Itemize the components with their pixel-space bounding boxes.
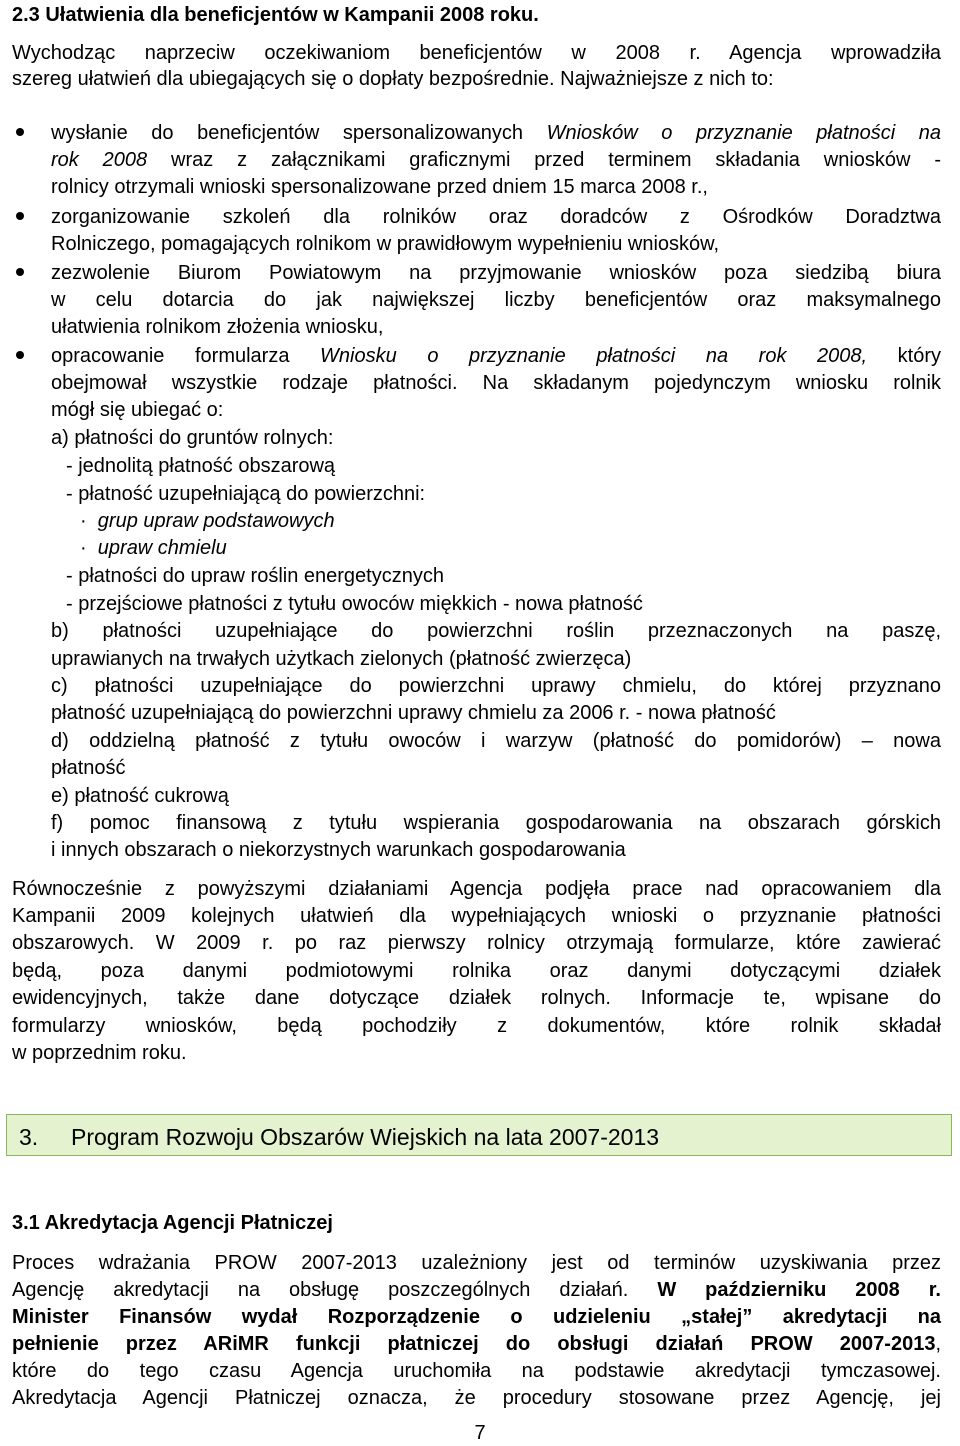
bullet-line: zorganizowanie szkoleń dla rolników oraz doradców z Ośrodków Doradztwa	[51, 206, 941, 228]
paragraph-line: formularzy wniosków, będą pochodziły z dokumentów, które rolnik składał	[12, 1015, 941, 1037]
italic-run: grup upraw podstawowych	[97, 510, 335, 532]
text-run: wysłanie do beneficjentów spersonalizowanych	[51, 122, 547, 144]
list-subsubitem	[80, 535, 227, 561]
bullet-line: Rolniczego, pomagających rolnikom w prawidłowym wypełnieniu wniosków,	[51, 233, 720, 255]
section-title: Program Rozwoju Obszarów Wiejskich na lata 2007-2013	[71, 1124, 660, 1150]
list-item: b) płatności uzupełniające do powierzchni roślin przeznaczonych na paszę,	[51, 620, 941, 642]
bold-run: W październiku 2008 r.	[657, 1279, 941, 1301]
list-subitem: - płatność uzupełniającą do powierzchni:	[66, 483, 426, 505]
paragraph-line: które do tego czasu Agencja uruchomiła na podstawie akredytacji tymczasowej.	[12, 1360, 941, 1382]
paragraph-line: ewidencyjnych, także dane dotyczące działek rolnych. Informacje te, wpisane do	[12, 987, 941, 1009]
list-item: płatność	[51, 757, 126, 779]
paragraph-line	[12, 1331, 941, 1357]
list-item: f) pomoc finansową z tytułu wspierania gospodarowania na obszarach górskich	[51, 812, 941, 834]
list-item: c) płatności uzupełniające do powierzchni uprawy chmielu, do której przyznano	[51, 675, 941, 697]
bullet-icon	[16, 268, 24, 276]
list-item: d) oddzielną płatność z tytułu owoców i warzyw (płatność do pomidorów) – nowa	[51, 730, 941, 752]
italic-run: Wniosku o przyznanie płatności na rok 2008,	[320, 345, 868, 367]
list-item: e) płatność cukrową	[51, 785, 229, 807]
bullet-line	[51, 343, 941, 369]
bullet-line: w celu dotarcia do jak największej liczby beneficjentów oraz maksymalnego	[51, 289, 941, 311]
bullet-line: obejmował wszystkie rodzaje płatności. Na składanym pojedynczym wniosku rolnik	[51, 372, 941, 394]
section-heading: 3.1 Akredytacja Agencji Płatniczej	[12, 1212, 333, 1234]
dot-marker-icon: ·	[80, 537, 98, 559]
intro-line: szereg ułatwień dla ubiegających się o dopłaty bezpośrednie. Najważniejsze z nich to:	[12, 68, 774, 90]
italic-run: rok 2008	[51, 149, 148, 171]
bullet-line: rolnicy otrzymali wnioski spersonalizowane przed dniem 15 marca 2008 r.,	[51, 176, 708, 198]
bullet-line: mógł się ubiegać o:	[51, 399, 224, 421]
paragraph-line	[12, 1277, 941, 1303]
text-run: wraz z załącznikami graficznymi przed terminem składania wniosków -	[147, 149, 941, 171]
text-run: Agencję akredytacji na obsługę poszczególnych działań.	[12, 1279, 658, 1301]
paragraph-line: Kampanii 2009 kolejnych ułatwień dla wypełniających wnioski o przyznanie płatności	[12, 905, 941, 927]
list-subsubitem	[80, 508, 335, 534]
bullet-line: zezwolenie Biurom Powiatowym na przyjmowanie wniosków poza siedzibą biura	[51, 262, 941, 284]
italic-run: Wniosków o przyznanie płatności na	[546, 122, 941, 144]
paragraph-line: w poprzednim roku.	[12, 1042, 187, 1064]
text-run: ,	[935, 1333, 941, 1355]
bullet-line	[51, 147, 941, 173]
bullet-icon	[16, 351, 24, 359]
section-number: 3.	[19, 1124, 39, 1150]
list-item: a) płatności do gruntów rolnych:	[51, 427, 334, 449]
list-subitem: - przejściowe płatności z tytułu owoców miękkich - nowa płatność	[66, 593, 643, 615]
italic-run: upraw chmielu	[97, 537, 227, 559]
paragraph-line: Równocześnie z powyższymi działaniami Agencja podjęła prace nad opracowaniem dla	[12, 878, 941, 900]
paragraph-line: Minister Finansów wydał Rozporządzenie o udzieleniu „stałej” akredytacji na	[12, 1306, 941, 1328]
bullet-line: ułatwienia rolnikom złożenia wniosku,	[51, 316, 384, 338]
section-heading: 2.3 Ułatwienia dla beneficjentów w Kampanii 2008 roku.	[12, 4, 539, 26]
paragraph-line: będą, poza danymi podmiotowymi rolnika oraz danymi dotyczącymi działek	[12, 960, 941, 982]
list-item: płatność uzupełniającą do powierzchni uprawy chmielu za 2006 r. - nowa płatność	[51, 702, 776, 724]
list-subitem: - jednolitą płatność obszarową	[66, 455, 336, 477]
list-item: i innych obszarach o niekorzystnych warunkach gospodarowania	[51, 839, 626, 861]
paragraph-line: Akredytacja Agencji Płatniczej oznacza, że procedury stosowane przez Agencję, jej	[12, 1387, 941, 1409]
dot-marker-icon: ·	[80, 510, 98, 532]
paragraph-line: obszarowych. W 2009 r. po raz pierwszy rolnicy otrzymają formularze, które zawierać	[12, 932, 941, 954]
text-run: który	[867, 345, 941, 367]
bullet-line	[51, 120, 941, 146]
list-subitem: - płatności do upraw roślin energetycznych	[66, 565, 444, 587]
page-number: 7	[474, 1422, 486, 1444]
intro-line: Wychodząc naprzeciw oczekiwaniom beneficjentów w 2008 r. Agencja wprowadziła	[12, 42, 941, 64]
text-run: opracowanie formularza	[51, 345, 321, 367]
paragraph-line: Proces wdrażania PROW 2007-2013 uzależniony jest od terminów uzyskiwania przez	[12, 1252, 941, 1274]
section-banner	[6, 1114, 952, 1156]
bold-run: pełnienie przez ARiMR funkcji płatniczej do obsługi działań PROW 2007-2013	[12, 1333, 936, 1355]
list-item: uprawianych na trwałych użytkach zielonych (płatność zwierzęca)	[51, 648, 632, 670]
bullet-icon	[16, 128, 24, 136]
bullet-icon	[16, 212, 24, 220]
